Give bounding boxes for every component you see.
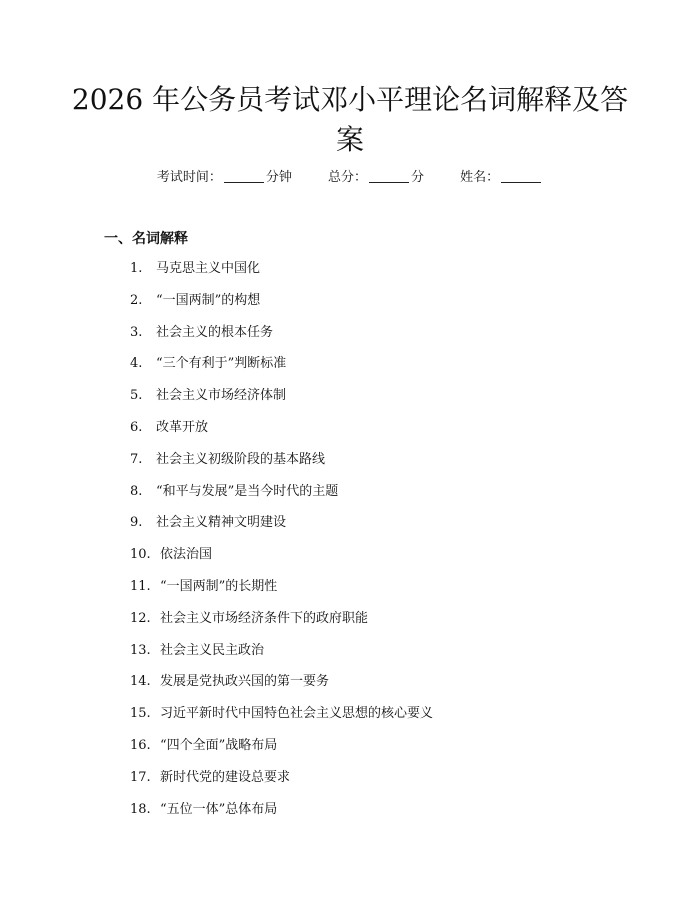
question-item (130, 670, 433, 702)
total-score-blank (369, 168, 409, 183)
exam-time-unit: 分钟 (265, 170, 292, 185)
name-blank (501, 168, 541, 183)
question-text: 新时代党的建设总要求 (160, 769, 291, 785)
question-number: 10. (130, 547, 151, 563)
exam-time-field (157, 166, 292, 190)
question-item (130, 734, 433, 766)
question-text: 依法治国 (160, 547, 213, 563)
question-item (130, 766, 433, 798)
question-item (130, 448, 433, 480)
question-number: 14. (130, 674, 151, 690)
question-text: 发展是党执政兴国的第一要务 (160, 674, 330, 690)
question-number: 16. (130, 737, 151, 753)
question-number: 5. (130, 388, 143, 404)
question-item (130, 384, 433, 416)
question-item (130, 511, 433, 543)
question-text: “一国两制”的构想 (156, 292, 261, 308)
question-number: 6. (130, 419, 143, 435)
question-number: 4. (130, 356, 143, 372)
exam-time-blank (224, 168, 264, 183)
question-item (130, 575, 433, 607)
question-text: 社会主义的根本任务 (156, 324, 274, 340)
question-text: “四个全面”战略布局 (160, 737, 278, 753)
total-score-label: 总分： (327, 170, 367, 185)
page-title-line-2: 案 (335, 123, 364, 156)
question-text: 社会主义初级阶段的基本路线 (156, 451, 326, 467)
question-number: 8. (130, 483, 143, 499)
question-text: “一国两制”的长期性 (160, 578, 278, 594)
question-text: “和平与发展”是当今时代的主题 (156, 483, 339, 499)
exam-info-row (0, 166, 700, 190)
question-text: 习近平新时代中国特色社会主义思想的核心要义 (160, 706, 434, 722)
question-item (130, 798, 433, 830)
question-item (130, 543, 433, 575)
page-title-line-1: 2026 年公务员考试邓小平理论名词解释及答 (71, 83, 629, 116)
question-number: 17. (130, 769, 151, 785)
section-heading: 一、名词解释 (104, 231, 188, 247)
question-text: 社会主义市场经济体制 (156, 388, 287, 404)
total-score-field (328, 166, 424, 190)
question-text: 社会主义民主政治 (160, 642, 265, 658)
question-number: 9. (130, 515, 143, 531)
question-item (130, 480, 433, 512)
question-number: 13. (130, 642, 151, 658)
question-item (130, 702, 433, 734)
question-text: 社会主义精神文明建设 (156, 515, 287, 531)
name-field (460, 166, 543, 190)
question-number: 11. (130, 578, 151, 594)
question-item (130, 639, 433, 671)
question-item (130, 321, 433, 353)
question-item (130, 416, 433, 448)
question-text: 改革开放 (156, 419, 209, 435)
question-item (130, 257, 433, 289)
question-number: 1. (130, 261, 143, 276)
question-text: 社会主义市场经济条件下的政府职能 (160, 610, 369, 626)
question-number: 2. (130, 292, 143, 308)
exam-time-label: 考试时间： (156, 170, 222, 185)
page-title (0, 80, 700, 160)
question-number: 12. (130, 610, 151, 626)
question-item (130, 289, 433, 321)
question-number: 7. (130, 451, 143, 467)
name-label: 姓名： (460, 170, 500, 185)
question-list (130, 257, 433, 829)
question-number: 3. (130, 324, 143, 340)
question-number: 15. (130, 706, 151, 722)
total-score-unit: 分 (411, 170, 425, 185)
question-text: “三个有利于”判断标准 (156, 356, 287, 372)
question-text: “五位一体”总体布局 (160, 801, 278, 817)
question-item (130, 607, 433, 639)
question-number: 18. (130, 801, 151, 817)
question-text: 马克思主义中国化 (156, 261, 261, 276)
question-item (130, 352, 433, 384)
